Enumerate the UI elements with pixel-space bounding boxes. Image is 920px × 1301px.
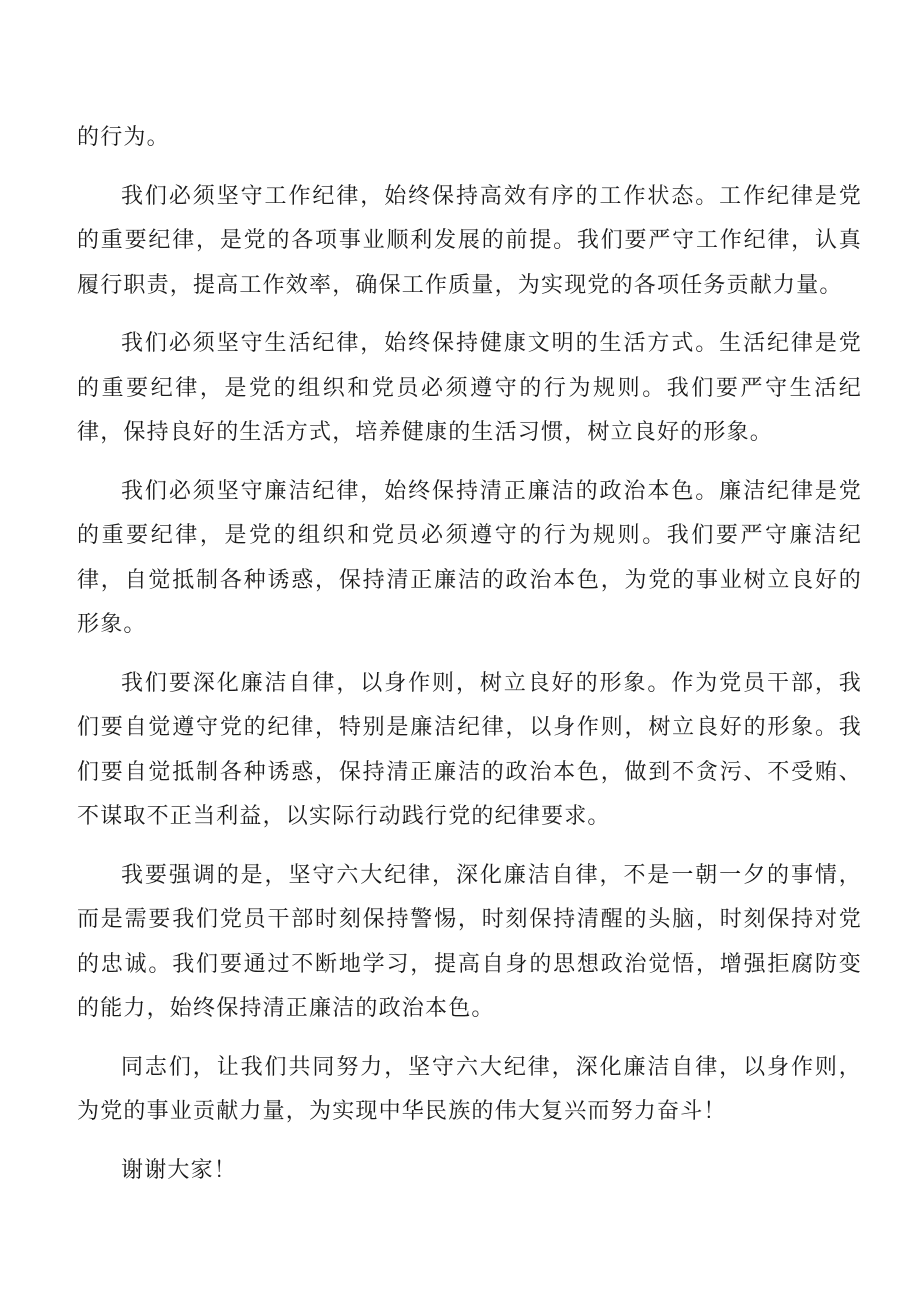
paragraph-emphasis: 我要强调的是，坚守六大纪律，深化廉洁自律，不是一朝一夕的事情，而是需要我们党员干部时刻保持警惕，时刻保持清醒的头脑，时刻保持对党的忠诚。我们要通过不断地学习，提高自身的思想政治觉悟，增强拒腐防变的能力，始终保持清正廉洁的政治本色。 [77,862,862,1021]
paragraph-self-discipline: 我们要深化廉洁自律，以身作则，树立良好的形象。作为党员干部，我们要自觉遵守党的纪律，特别是廉洁纪律，以身作则，树立良好的形象。我们要自觉抵制各种诱惑，保持清正廉洁的政治本色，做到不贪污、不受贿、不谋取不正当利益，以实际行动践行党的纪律要求。 [77,670,862,829]
paragraph-continuation: 的行为。 [77,125,170,150]
paragraph-call-to-action: 同志们，让我们共同努力，坚守六大纪律，深化廉洁自律，以身作则，为党的事业贡献力量，为实现中华民族的伟大复兴而努力奋斗！ [77,1054,862,1124]
document-body [77,116,862,1207]
paragraph-thanks: 谢谢大家！ [121,1157,238,1183]
paragraph-life-discipline: 我们必须坚守生活纪律，始终保持健康文明的生活方式。生活纪律是党的重要纪律，是党的组织和党员必须遵守的行为规则。我们要严守生活纪律，保持良好的生活方式，培养健康的生活习惯，树立良好的形象。 [77,331,862,445]
paragraph-integrity-discipline: 我们必须坚守廉洁纪律，始终保持清正廉洁的政治本色。廉洁纪律是党的重要纪律，是党的组织和党员必须遵守的行为规则。我们要严守廉洁纪律，自觉抵制各种诱惑，保持清正廉洁的政治本色，为党的事业树立良好的形象。 [77,478,862,637]
paragraph-work-discipline: 我们必须坚守工作纪律，始终保持高效有序的工作状态。工作纪律是党的重要纪律，是党的各项事业顺利发展的前提。我们要严守工作纪律，认真履行职责，提高工作效率，确保工作质量，为实现党的各项任务贡献力量。 [77,183,862,298]
